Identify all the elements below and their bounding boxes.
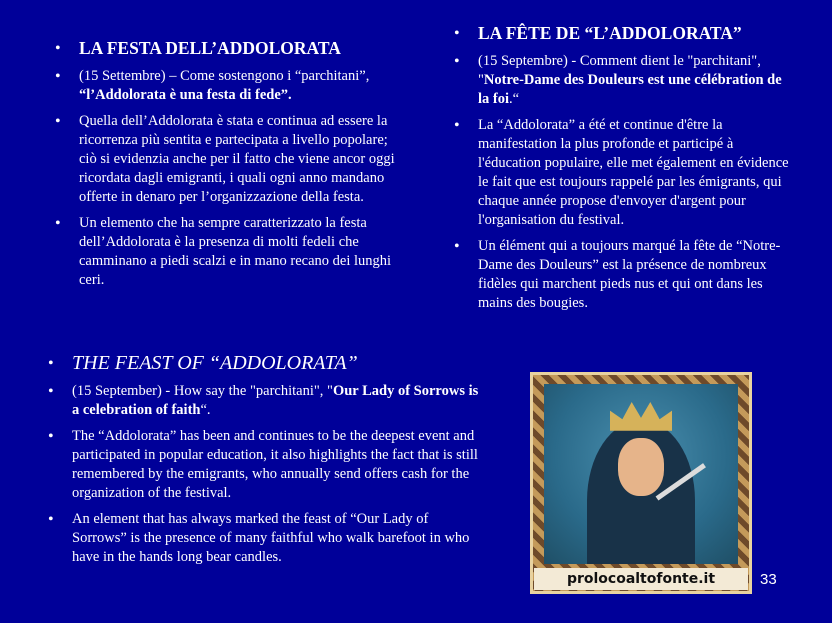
- french-paragraph-3: • Un élément qui a toujours marqué la fête de “Notre-Dame des Douleurs” est la présence de nombreux fidèles qui marchent pieds nus et qui ont dans les mains des bougies.: [452, 237, 792, 313]
- italian-paragraph-3: • Un elemento che ha sempre caratterizzato la festa dell’Addolorata è la presenza di molti fedeli che camminano a piedi scalzi e in mano recano dei lunghi ceri.: [53, 214, 408, 290]
- english-paragraph-3: • An element that has always marked the feast of “Our Lady of Sorrows” is the presence of many faithful who walk barefoot in who have in the hands long bear candles.: [46, 510, 486, 567]
- english-heading: • THE FEAST OF “ADDOLORATA”: [46, 354, 486, 375]
- french-heading: • LA FÊTE DE “L’ADDOLORATA”: [452, 24, 792, 45]
- french-paragraph-2: • La “Addolorata” a été et continue d'être la manifestation la plus profonde et participé à l'éducation populaire, elle met également en évidence le fait que est toujours rappelé par les émigrants, qui chaque année propose d'envoyer d'argent pour l'organisation du festival.: [452, 116, 792, 230]
- italian-paragraph-1: • (15 Settembre) – Come sostengono i “parchitani”, “l’Addolorata è una festa di fede”.: [53, 67, 408, 105]
- page-number: 33: [760, 571, 777, 588]
- french-paragraph-1: • (15 Septembre) - Comment dient le "parchitani", "Notre-Dame des Douleurs est une célébration de la foi.“: [452, 52, 792, 109]
- english-paragraph-2: • The “Addolorata” has been and continues to be the deepest event and participated in popular education, it also highlights the fact that is still remembered by the emigrants, who annually send offers cash for the organization of the festival.: [46, 427, 486, 503]
- addolorata-icon-image: [530, 372, 752, 594]
- english-paragraph-1: • (15 September) - How say the "parchitani", "Our Lady of Sorrows is a celebration of faith“.: [46, 382, 486, 420]
- italian-paragraph-2: • Quella dell’Addolorata è stata e continua ad essere la ricorrenza più sentita e partecipata a livello popolare; ciò si evidenzia anche per il fatto che viene ancor oggi ricordata dagli emigranti, i quali ogni anno mandano offerte in denaro per l’organizzazione della festa.: [53, 112, 408, 207]
- crown-icon: [610, 402, 672, 431]
- french-text-column: [452, 24, 792, 320]
- image-caption: prolocoaltofonte.it: [534, 568, 748, 590]
- icon-painting: [544, 384, 738, 564]
- italian-text-column: [53, 39, 408, 297]
- italian-heading: • LA FESTA DELL’ADDOLORATA: [53, 39, 408, 60]
- english-text-column: [46, 354, 486, 574]
- face-shape: [618, 438, 665, 496]
